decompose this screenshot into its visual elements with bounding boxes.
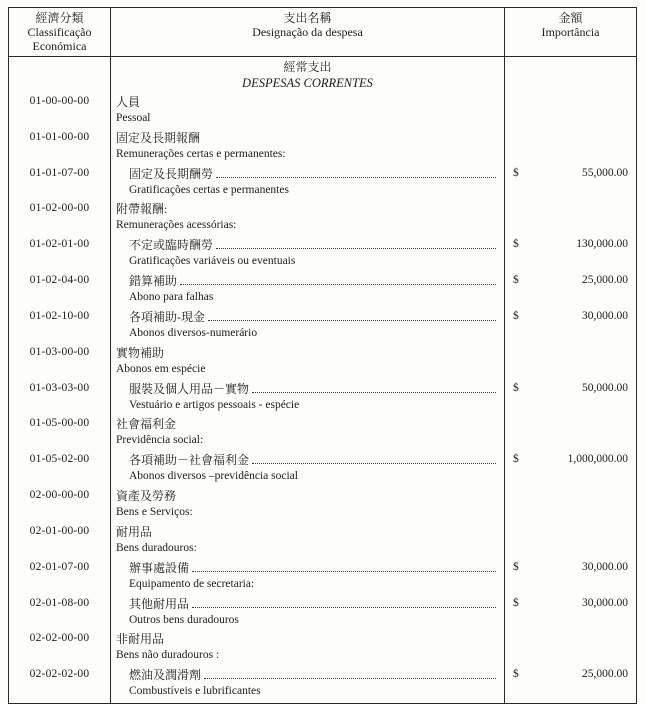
description-line-zh — [116, 130, 498, 146]
expense-description — [111, 237, 504, 273]
amount-cell — [504, 309, 636, 345]
expense-description — [111, 166, 504, 202]
table-body-wrap — [9, 57, 636, 703]
expense-description — [111, 488, 504, 524]
description-line-pt: Gratificações variáveis ou eventuais — [129, 255, 296, 268]
description-text-zh: 社會福利金 — [116, 417, 177, 432]
table-row — [9, 273, 636, 309]
table-row — [9, 237, 636, 273]
classification-code: 01-01-00-00 — [9, 130, 111, 166]
section-right-spacer — [504, 57, 636, 94]
description-text-zh: 人員 — [116, 95, 141, 109]
description-line-pt: Remunerações certas e permanentes: — [116, 147, 286, 160]
classification-code: 02-02-00-00 — [9, 631, 111, 667]
description-line-zh — [116, 488, 498, 504]
description-text-zh: 附帶報酬: — [116, 202, 168, 217]
description-line-pt: Remunerações acessórias: — [116, 219, 237, 232]
dotted-leader — [180, 284, 496, 285]
description-text-zh: 資產及勞務 — [116, 489, 177, 504]
table-row — [9, 631, 636, 667]
currency-sign: $ — [513, 453, 519, 466]
amount-cell — [504, 166, 636, 202]
table-row — [9, 201, 636, 237]
classification-code: 01-01-07-00 — [9, 166, 111, 202]
expense-description — [111, 416, 504, 452]
description-line-zh — [116, 667, 498, 683]
header-col3-pt: Importância — [541, 25, 600, 39]
section-title-pt: DESPESAS CORRENTES — [242, 76, 373, 90]
description-text-zh: 錯算補助 — [129, 274, 178, 289]
classification-code: 01-05-00-00 — [9, 416, 111, 452]
table-row — [9, 130, 636, 166]
amount-cell — [504, 416, 636, 452]
amount-value: 30,000.00 — [582, 596, 628, 609]
description-line-pt: Bens duradouros: — [116, 541, 197, 554]
amount-value: 55,000.00 — [582, 166, 628, 179]
description-text-zh: 辦事處設備 — [129, 560, 190, 575]
amount-value: 1,000,000.00 — [567, 453, 628, 466]
amount-value: 130,000.00 — [576, 238, 628, 251]
table-header — [9, 8, 636, 57]
header-col3-zh: 金額 — [558, 11, 583, 25]
table-row — [9, 524, 636, 560]
description-line-zh — [116, 237, 498, 253]
currency-sign: $ — [513, 166, 519, 179]
description-line-pt: Bens e Serviços: — [116, 506, 193, 519]
description-text-zh: 耐用品 — [116, 524, 153, 539]
amount-cell — [504, 560, 636, 596]
expense-description — [111, 130, 504, 166]
description-line-pt: Abono para falhas — [129, 291, 214, 304]
currency-sign: $ — [513, 238, 519, 251]
description-text-zh: 非耐用品 — [116, 632, 165, 647]
expense-description — [111, 524, 504, 560]
description-text-zh: 各項補助－社會福利金 — [129, 453, 250, 468]
classification-code: 01-02-10-00 — [9, 309, 111, 345]
header-col1-pt2: Económica — [32, 39, 87, 53]
table-row — [9, 309, 636, 345]
description-line-zh — [116, 166, 498, 182]
description-text-zh: 燃油及潤滑劑 — [129, 668, 202, 683]
table-row — [9, 166, 636, 202]
amount-cell — [504, 345, 636, 381]
amount-cell — [504, 488, 636, 524]
classification-code: 02-01-07-00 — [9, 560, 111, 596]
dotted-leader — [252, 392, 496, 393]
amount-cell — [504, 452, 636, 488]
description-line-pt: Equipamento de secretaria: — [129, 577, 255, 590]
expense-description — [111, 273, 504, 309]
classification-code: 02-02-02-00 — [9, 667, 111, 703]
classification-code: 01-03-03-00 — [9, 381, 111, 417]
expense-description — [111, 345, 504, 381]
dotted-leader — [208, 320, 496, 321]
amount-cell — [504, 94, 636, 130]
expense-description — [111, 596, 504, 632]
description-line-pt: Gratificações certas e permanentes — [129, 183, 289, 196]
table-row — [9, 452, 636, 488]
description-text-zh: 服裝及個人用品－實物 — [129, 381, 250, 396]
description-text-zh: 各項補助-現金 — [129, 309, 205, 324]
expense-description — [111, 381, 504, 417]
description-line-zh — [116, 452, 498, 468]
header-col1-pt1: Classificação — [27, 25, 92, 39]
table-row — [9, 416, 636, 452]
currency-sign: $ — [513, 381, 519, 394]
amount-cell — [504, 667, 636, 703]
currency-sign: $ — [513, 596, 519, 609]
description-line-zh — [116, 201, 498, 217]
table-row — [9, 596, 636, 632]
description-text-zh: 固定及長期酬勞 — [129, 166, 214, 181]
table-row — [9, 381, 636, 417]
description-line-pt: Vestuário e artigos pessoais - espécie — [129, 398, 300, 411]
expense-description — [111, 94, 504, 130]
table-body — [9, 94, 636, 703]
description-line-pt: Bens não duradouros : — [116, 649, 220, 662]
currency-sign: $ — [513, 668, 519, 681]
table-row — [9, 345, 636, 381]
dotted-leader — [204, 678, 496, 679]
dotted-leader — [216, 248, 496, 249]
classification-code: 02-01-08-00 — [9, 596, 111, 632]
header-col2-zh: 支出名稱 — [283, 11, 332, 25]
description-line-zh — [116, 416, 498, 432]
header-economic-classification — [9, 8, 111, 56]
classification-code: 02-01-00-00 — [9, 524, 111, 560]
description-line-zh — [116, 309, 498, 325]
description-line-zh — [116, 273, 498, 289]
amount-cell — [504, 201, 636, 237]
classification-code: 01-02-00-00 — [9, 201, 111, 237]
section-title — [111, 57, 504, 94]
table-row — [9, 667, 636, 703]
classification-code: 01-00-00-00 — [9, 94, 111, 130]
table-row — [9, 488, 636, 524]
section-left-spacer — [9, 57, 111, 94]
classification-code: 01-03-00-00 — [9, 345, 111, 381]
description-line-pt: Abonos diversos –previdência social — [129, 470, 298, 483]
description-text-zh: 其他耐用品 — [129, 596, 190, 611]
description-line-zh — [116, 596, 498, 612]
amount-cell — [504, 524, 636, 560]
description-line-pt: Combustíveis e lubrificantes — [129, 685, 261, 698]
dotted-leader — [216, 177, 496, 178]
description-line-pt: Abonos em espécie — [116, 362, 206, 375]
description-line-zh — [116, 560, 498, 576]
description-text-zh: 實物補助 — [116, 345, 165, 360]
amount-value: 50,000.00 — [582, 381, 628, 394]
table-row — [9, 94, 636, 130]
description-line-pt: Abonos diversos-numerário — [129, 326, 258, 339]
amount-cell — [504, 381, 636, 417]
budget-table — [8, 7, 637, 704]
amount-value: 25,000.00 — [582, 274, 628, 287]
classification-code: 02-00-00-00 — [9, 488, 111, 524]
header-col1-zh: 經濟分類 — [35, 11, 84, 25]
currency-sign: $ — [513, 309, 519, 322]
amount-value: 30,000.00 — [582, 309, 628, 322]
description-text-zh: 固定及長期報酬 — [116, 130, 201, 145]
table-row — [9, 560, 636, 596]
expense-description — [111, 452, 504, 488]
amount-cell — [504, 273, 636, 309]
description-line-pt: Pessoal — [116, 112, 151, 124]
dotted-leader — [192, 607, 496, 608]
expense-description — [111, 631, 504, 667]
amount-cell — [504, 596, 636, 632]
currency-sign: $ — [513, 274, 519, 287]
classification-code: 01-05-02-00 — [9, 452, 111, 488]
description-text-zh: 不定或臨時酬勞 — [129, 238, 214, 253]
description-line-zh — [116, 381, 498, 397]
amount-cell — [504, 130, 636, 166]
header-amount — [504, 8, 636, 56]
description-line-zh — [116, 631, 498, 647]
amount-value: 25,000.00 — [582, 668, 628, 681]
classification-code: 01-02-01-00 — [9, 237, 111, 273]
description-line-pt: Outros bens duradouros — [129, 613, 239, 626]
header-expense-designation — [111, 8, 504, 56]
expense-description — [111, 309, 504, 345]
expense-description — [111, 560, 504, 596]
dotted-leader — [192, 571, 496, 572]
amount-cell — [504, 237, 636, 273]
classification-code: 01-02-04-00 — [9, 273, 111, 309]
expense-description — [111, 201, 504, 237]
description-line-zh — [116, 94, 498, 110]
section-title-row — [9, 57, 636, 94]
description-line-zh — [116, 524, 498, 540]
section-title-zh: 經常支出 — [283, 60, 332, 74]
amount-cell — [504, 631, 636, 667]
dotted-leader — [252, 463, 496, 464]
header-col2-pt: Designação da despesa — [252, 25, 363, 39]
description-line-zh — [116, 345, 498, 361]
expense-description — [111, 667, 504, 703]
description-line-pt: Previdência social: — [116, 434, 204, 447]
currency-sign: $ — [513, 560, 519, 573]
amount-value: 30,000.00 — [582, 560, 628, 573]
